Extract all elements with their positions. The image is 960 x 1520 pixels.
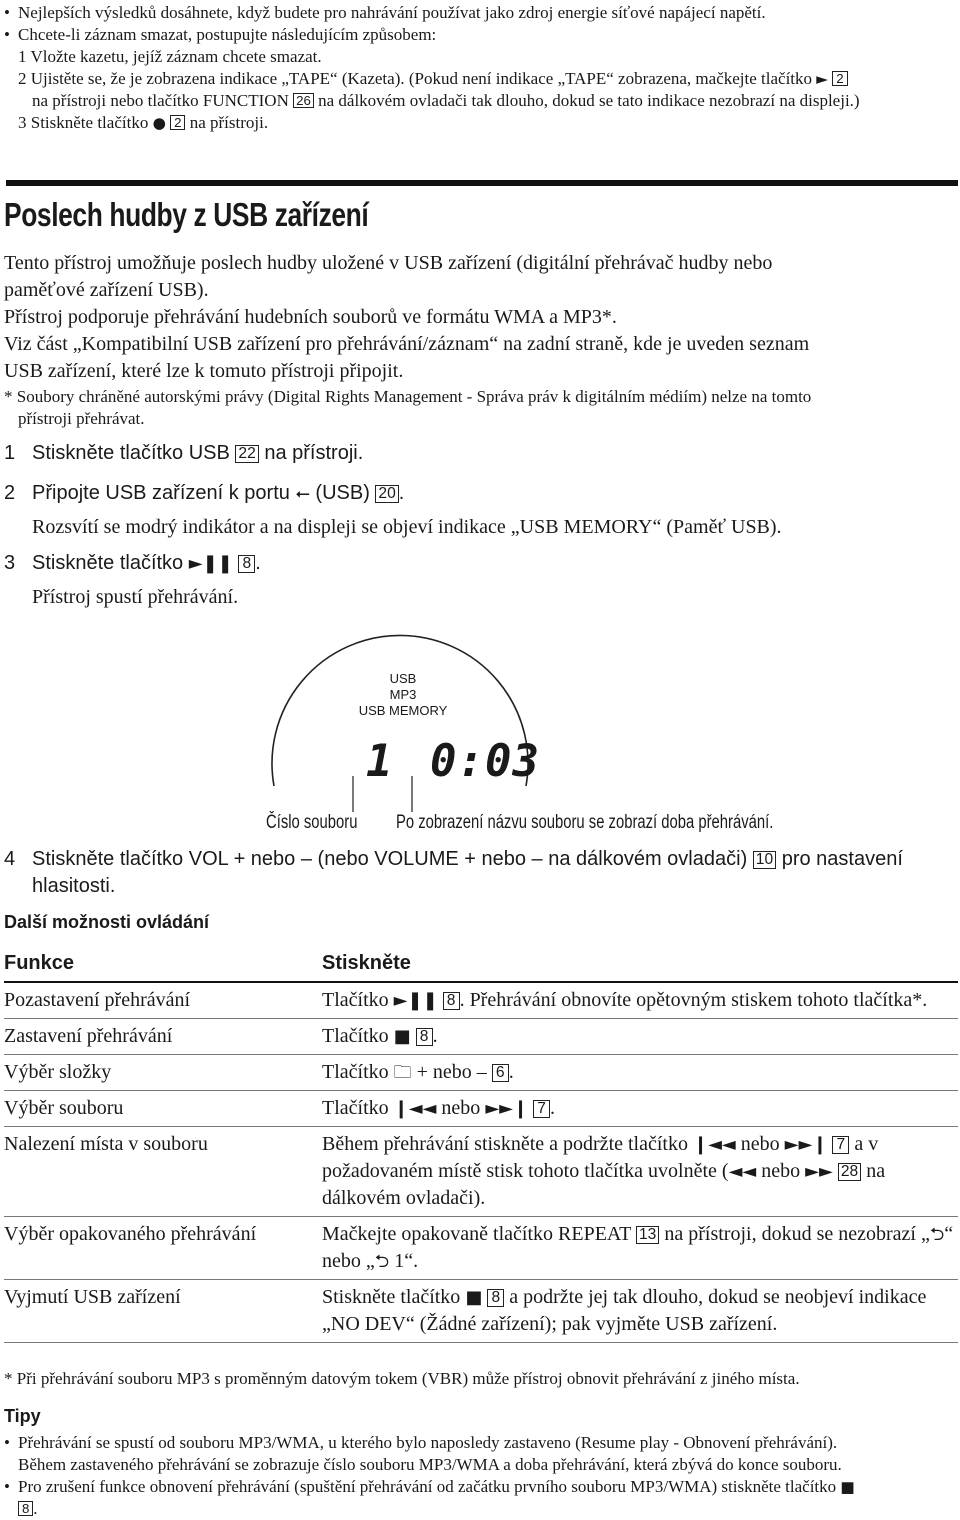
previous-icon: ❙◄◄ (393, 1098, 437, 1119)
tip-resume: • Přehrávání se spustí od souboru MP3/WMA, u kterého bylo naposledy zastaveno (Resume play - Obnovení přehrávání). Během zastaveného přehrávání se zobrazuje číslo souboru MP3/WMA a doba přehrávání, která zbývá do konce souboru. (18, 1432, 954, 1476)
table-row: Nalezení místa v souboru Během přehrávání stiskněte a podržte tlačítko ❙◄◄ nebo ►►❙ 7 a v požadovaném místě stisk tohoto tlačítka uvolněte (◄◄ nebo ►► 28 na dálkovém ovladači). (4, 1127, 958, 1217)
display-indicators (340, 671, 466, 719)
vbr-footnote: * Při přehrávání souboru MP3 s proměnným datovým tokem (VBR) může přístroj obnovit přehrávání z jiného místa. (4, 1369, 800, 1388)
ref-20: 20 (375, 485, 398, 503)
options-heading: Další možnosti ovládání (4, 912, 210, 932)
step-1: 1 Stiskněte tlačítko USB 22 na přístroji. (4, 442, 364, 464)
step-2-detail: Rozsvítí se modrý indikátor a na displeji se objeví indikace „USB MEMORY“ (Paměť USB). (32, 516, 782, 538)
section-title: Poslech hudby z USB zařízení (4, 196, 369, 233)
caption-time: Po zobrazení názvu souboru se zobrazí doba přehrávání. (396, 812, 774, 833)
play-pause-icon: ►❚❚ (393, 990, 438, 1011)
top-instructions (18, 2, 958, 134)
bullet-erase: • Chcete-li záznam smazat, postupujte následujícím způsobem: (18, 24, 958, 46)
fast-forward-icon: ►► (805, 1161, 833, 1182)
display-illustration (250, 626, 550, 816)
erase-step-2: 2 Ujistěte se, že je zobrazena indikace „TAPE“ (Kazeta). (Pokud není indikace „TAPE“ zobrazena, mačkejte tlačítko ► 2 na přístroji nebo tlačítko FUNCTION 26 na dálkovém ovladači tak dlouho, dokud se tato indikace nezobrazí na displeji.) (18, 69, 860, 110)
step-4: 4 Stiskněte tlačítko VOL + nebo – (nebo VOLUME + nebo – na dálkovém ovladači) 10 pro nastavení hlasitosti. (4, 848, 903, 897)
usb-port-icon: ⭠ (295, 483, 310, 504)
play-icon: ► (816, 70, 829, 88)
header-press: Stiskněte (322, 944, 958, 982)
table-row: Výběr opakovaného přehrávání Mačkejte opakovaně tlačítko REPEAT 13 na přístroji, dokud se nezobrazí „⮌“ nebo „⮌ 1“. (4, 1217, 958, 1280)
tip-cancel-resume: • Pro zrušení funkce obnovení přehrávání (spuštění přehrávání od začátku prvního souboru MP3/WMA) stiskněte tlačítko ■ 8 . (18, 1476, 954, 1520)
table-row: Výběr složky Tlačítko 🗀 + nebo – 6 . (4, 1055, 958, 1091)
folder-icon: 🗀 (393, 1062, 412, 1083)
step-2: 2 Připojte USB zařízení k portu ⭠ (USB) 20 . (4, 482, 405, 504)
table-row: Vyjmutí USB zařízení Stiskněte tlačítko ■ 8 a podržte jej tak dlouho, dokud se neobjeví indikace „NO DEV“ (Žádné zařízení); pak vyjměte USB zařízení. (4, 1280, 958, 1343)
ref-22: 22 (235, 445, 258, 463)
stop-icon: ■ (840, 1478, 855, 1496)
step-3-detail: Přístroj spustí přehrávání. (32, 586, 239, 608)
tips-list (18, 1432, 954, 1520)
repeat-icon: ⮌ (929, 1224, 945, 1245)
ref-10: 10 (753, 851, 776, 869)
table-row: Pozastavení přehrávání Tlačítko ►❚❚ 8 . Přehrávání obnovíte opětovným stiskem tohoto tlačítka*. (4, 982, 958, 1019)
usb-memory-indicator: USB MEMORY (358, 703, 448, 718)
usb-indicator: USB (389, 671, 417, 686)
table-header (4, 944, 958, 982)
caption-file-number: Číslo souboru (266, 812, 358, 833)
rewind-icon: ◄◄ (728, 1161, 757, 1182)
ref-8: 8 (238, 555, 255, 573)
section-intro: Tento přístroj umožňuje poslech hudby uložené v USB zařízení (digitální přehrávač hudby nebo paměťové zařízení USB). Přístroj podporuje přehrávání hudebních souborů ve formátu WMA a MP3*. Viz část „Kompatibilní USB zařízení pro přehrávání/záznam“ na zadní straně, kde je uveden seznam USB zařízení, které lze k tomuto přístroji připojit. (4, 252, 810, 382)
tips-heading: Tipy (4, 1406, 41, 1426)
previous-icon: ❙◄◄ (692, 1134, 736, 1155)
usb-steps (4, 440, 954, 611)
table-row: Zastavení přehrávání Tlačítko ■ 8 . (4, 1019, 958, 1055)
play-pause-icon: ►❚❚ (188, 553, 233, 574)
track-number-digit: 1 (366, 736, 393, 787)
bullet-power-tip: • Nejlepších výsledků dosáhnete, když budete pro nahrávání používat jako zdroj energie síťové napájecí napětí. (18, 2, 958, 24)
erase-step-1: 1 Vložte kazetu, jejíž záznam chcete smazat. (18, 47, 322, 66)
repeat-icon: ⮌ (374, 1251, 390, 1272)
next-icon: ►►❙ (485, 1098, 529, 1119)
table-row: Výběr souboru Tlačítko ❙◄◄ nebo ►►❙ 7 . (4, 1091, 958, 1127)
ref-26: 26 (293, 93, 314, 108)
step-3: 3 Stiskněte tlačítko ►❚❚ 8 . (4, 552, 261, 574)
stop-icon: ■ (393, 1026, 411, 1047)
record-icon: ● (152, 114, 166, 132)
options-table (4, 944, 958, 1343)
drm-note: * Soubory chráněné autorskými právy (Digital Rights Management - Správa práv k digitálním médiím) nelze na tomto přístroji přehrávat. (4, 387, 812, 428)
ref-2b: 2 (170, 115, 185, 130)
mp3-indicator: MP3 (389, 687, 417, 702)
ref-2: 2 (832, 71, 847, 86)
stop-icon: ■ (465, 1287, 483, 1308)
header-function: Funkce (4, 944, 322, 982)
erase-step-3: 3 Stiskněte tlačítko ● 2 na přístroji. (18, 113, 269, 132)
next-icon: ►►❙ (784, 1134, 828, 1155)
section-rule (6, 180, 958, 186)
time-digits: 0:03 (430, 736, 540, 787)
